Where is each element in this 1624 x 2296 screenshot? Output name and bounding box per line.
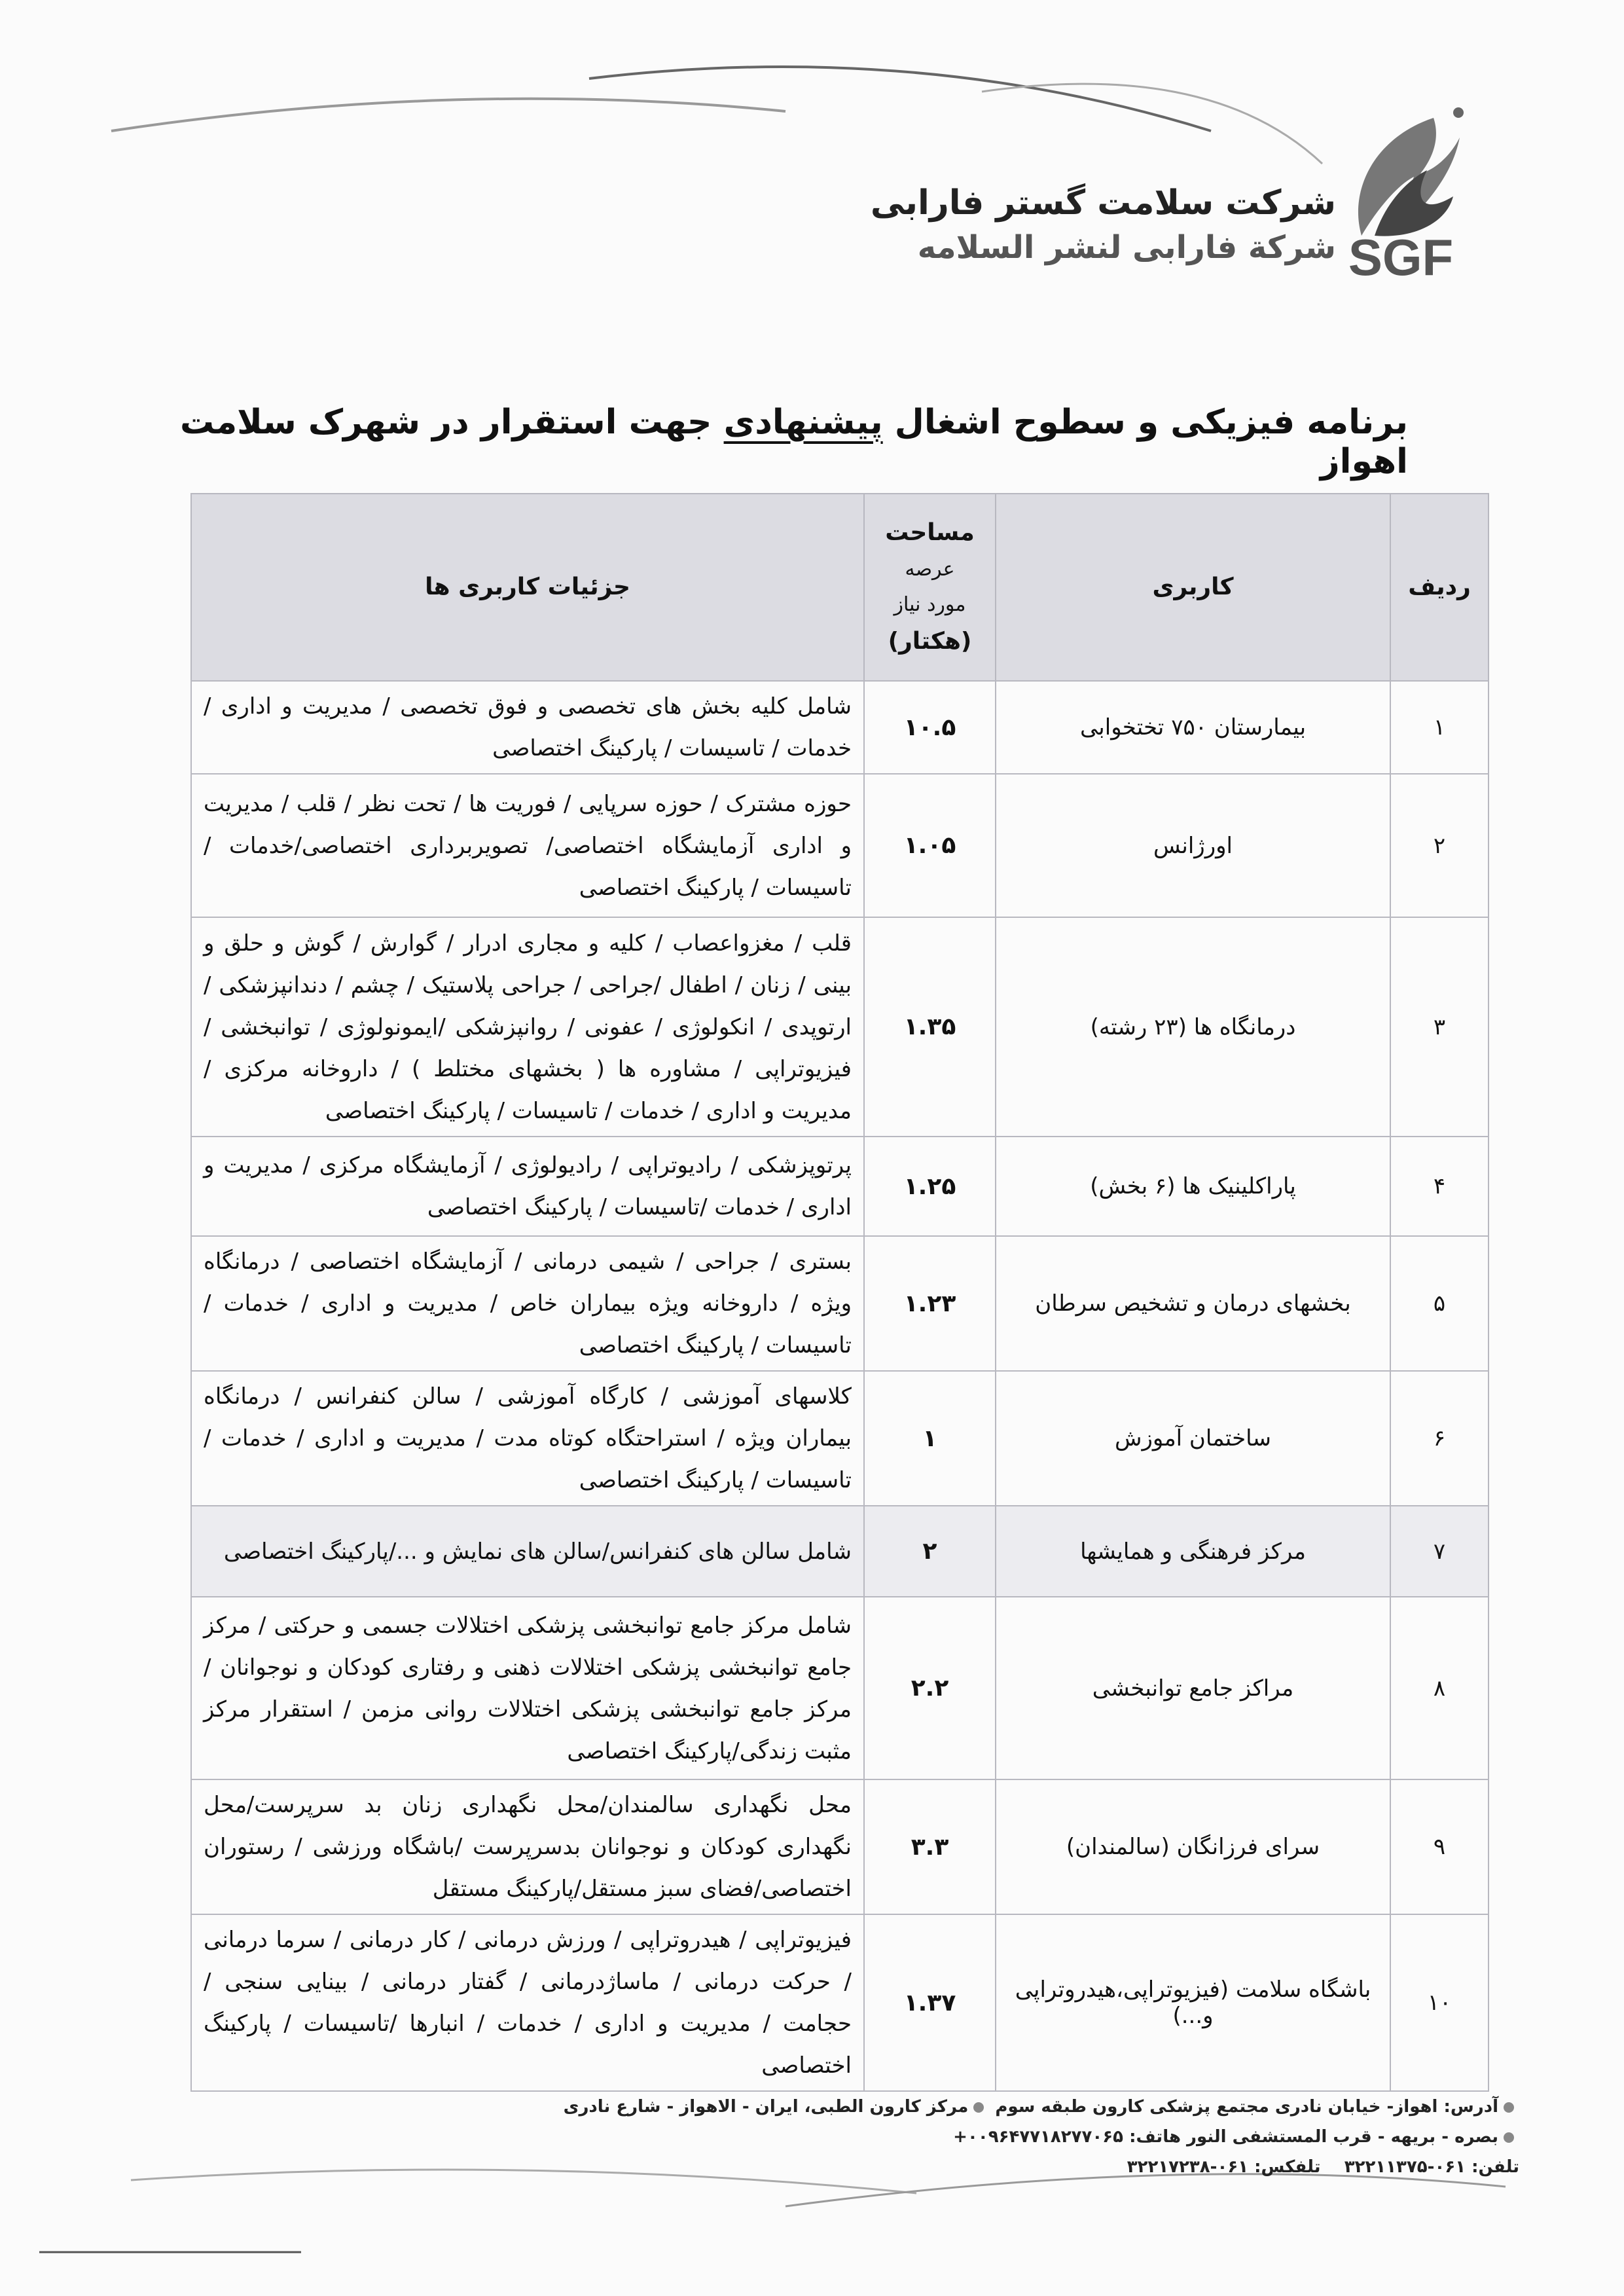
title-part-2: جهت استقرار در شهرک سلامت اهواز xyxy=(179,403,1408,481)
usage-cell: سرای فرزانگان (سالمندان) xyxy=(996,1779,1390,1914)
row-number-cell: ۲ xyxy=(1390,774,1489,917)
table-row xyxy=(191,1506,1489,1597)
table-row xyxy=(191,1597,1489,1779)
usage-cell: اورژانس xyxy=(996,774,1390,917)
usage-cell: مرکز فرهنگی و همایشها xyxy=(996,1506,1390,1597)
fax-number: تلفکس: ۰۶۱-۳۲۲۱۷۲۳۸ xyxy=(1127,2157,1321,2177)
details-cell: قلب / مغزواعصاب / کلیه و مجاری ادرار / گوارش / گوش و حلق و بینی / زنان / اطفال /جراحی / جراحی پلاستیک / چشم / دندانپزشکی / ارتوپدی / انکولوژی / عفونی / روانپزشکی /ایمونولوژی / توانبخشی / فیزیوتراپی / مشاوره ها ( بخشهای مختلط ) / داروخانه مرکزی / مدیریت و اداری / خدمات / تاسیسات / پارکینگ اختصاصی xyxy=(191,917,864,1137)
area-cell: ۲ xyxy=(864,1506,996,1597)
row-number-cell: ۱۰ xyxy=(1390,1914,1489,2091)
details-cell: کلاسهای آموزشی / کارگاه آموزشی / سالن کنفرانس / درمانگاه بیماران ویژه / استراحتگاه کوتاه مدت / مدیریت و اداری / خدمات / تاسیسات / پارکینگ اختصاصی xyxy=(191,1371,864,1506)
details-cell: شامل سالن های کنفرانس/سالن های نمایش و .../پارکینگ اختصاصی xyxy=(191,1506,864,1597)
bullet-icon xyxy=(973,2102,984,2113)
row-number-cell: ۴ xyxy=(1390,1137,1489,1236)
area-cell: ۱.۳۷ xyxy=(864,1914,996,2091)
details-cell: بستری / جراحی / شیمی درمانی / آزمایشگاه اختصاصی / درمانگاه ویژه / داروخانه ویژه بیماران خاص / مدیریت و اداری / خدمات / تاسیسات / پارکینگ اختصاصی xyxy=(191,1236,864,1371)
table-row xyxy=(191,681,1489,774)
table-row xyxy=(191,917,1489,1137)
address-persian: آدرس: اهواز- خیابان نادری مجتمع پزشکی کارون طبقه سوم xyxy=(995,2097,1498,2117)
bullet-icon xyxy=(1504,2132,1514,2143)
details-cell: فیزیوتراپی / هیدروتراپی / ورزش درمانی / کار درمانی / سرما درمانی / حرکت درمانی / ماساژدرمانی / گفتار درمانی / بینایی سنجی / حجامت / مدیریت و اداری / خدمات / انبارها /تاسیسات / پارکینگ اختصاصی xyxy=(191,1914,864,2091)
area-cell: ۱.۳۵ xyxy=(864,917,996,1137)
table-row xyxy=(191,1236,1489,1371)
address-basra: بصره - بریهه - قرب المستشفی النور هاتف: ۰۰۹۶۴۷۷۱۸۲۷۷۰۶۵+ xyxy=(953,2127,1498,2147)
header-row-number: ردیف xyxy=(1390,494,1489,681)
table-row xyxy=(191,1371,1489,1506)
row-number-cell: ۳ xyxy=(1390,917,1489,1137)
table-row xyxy=(191,1914,1489,2091)
area-cell: ۱.۲۳ xyxy=(864,1236,996,1371)
bullet-icon xyxy=(1504,2102,1514,2113)
header-usage: کاربری xyxy=(996,494,1390,681)
details-cell: شامل کلیه بخش های تخصصی و فوق تخصصی / مدیریت و اداری /خدمات / تاسیسات / پارکینگ اختصاصی xyxy=(191,681,864,774)
area-cell: ۳.۳ xyxy=(864,1779,996,1914)
usage-cell: بیمارستان ۷۵۰ تختخوابی xyxy=(996,681,1390,774)
company-logo xyxy=(1335,98,1466,288)
details-cell: حوزه مشترک / حوزه سرپایی / فوریت ها / تحت نظر / قلب / مدیریت و اداری آزمایشگاه اختصاصی/ تصویربرداری اختصاصی/خدمات /تاسیسات / پارکینگ اختصاصی xyxy=(191,774,864,917)
details-cell: پرتوپزشکی / رادیوتراپی / رادیولوژی / آزمایشگاه مرکزی / مدیریت و اداری / خدمات /تاسیسات / پارکینگ اختصاصی xyxy=(191,1137,864,1236)
page-title xyxy=(131,403,1408,481)
details-cell: شامل مرکز جامع توانبخشی پزشکی اختلالات جسمی و حرکتی / مرکز جامع توانبخشی پزشکی اختلالات ذهنی و رفتاری کودکان و نوجوانان / مرکز جامع توانبخشی پزشکی اختلالات روانی مزمن / استقرار مرکز مثبت زندگی/پارکینگ اختصاصی xyxy=(191,1597,864,1779)
area-cell: ۲.۲ xyxy=(864,1597,996,1779)
row-number-cell: ۱ xyxy=(1390,681,1489,774)
details-cell: محل نگهداری سالمندان/محل نگهداری زنان بد سرپرست/محل نگهداری کودکان و نوجوانان بدسرپرست /باشگاه ورزشی / رستوران اختصاصی/فضای سبز مستقل/پارکینگ مستقل xyxy=(191,1779,864,1914)
company-name-persian: شرکت سلامت گستر فارابی xyxy=(870,183,1336,223)
address-arabic: مرکز کارون الطبی، ایران - الاهواز - شارع نادری xyxy=(563,2097,969,2117)
usage-cell: باشگاه سلامت (فیزیوتراپی،هیدروتراپی و...) xyxy=(996,1914,1390,2091)
table-header-row xyxy=(191,494,1489,681)
area-cell: ۱.۰۵ xyxy=(864,774,996,917)
company-name-arabic: شرکة فارابی لنشر السلامه xyxy=(917,229,1336,266)
header-details: جزئیات کاربری ها xyxy=(191,494,864,681)
usage-cell: درمانگاه ها (۲۳ رشته) xyxy=(996,917,1390,1137)
area-cell: ۱.۲۵ xyxy=(864,1137,996,1236)
title-underlined-word: پیشنهادی xyxy=(723,403,883,442)
phone-number: تلفن: ۰۶۱-۳۲۲۱۱۳۷۵ xyxy=(1344,2157,1519,2177)
table-row xyxy=(191,1779,1489,1914)
row-number-cell: ۷ xyxy=(1390,1506,1489,1597)
area-cell: ۱۰.۵ xyxy=(864,681,996,774)
usage-cell: بخشهای درمان و تشخیص سرطان xyxy=(996,1236,1390,1371)
title-part-1: برنامه فیزیکی و سطوح اشغال xyxy=(882,403,1408,442)
row-number-cell: ۶ xyxy=(1390,1371,1489,1506)
usage-cell: مراکز جامع توانبخشی xyxy=(996,1597,1390,1779)
footer-address xyxy=(65,2092,1519,2182)
area-cell: ۱ xyxy=(864,1371,996,1506)
flame-logo-icon xyxy=(1335,98,1466,288)
footer-line-2 xyxy=(65,2152,1519,2182)
table-row xyxy=(191,1137,1489,1236)
usage-cell: ساختمان آموزش xyxy=(996,1371,1390,1506)
table-row xyxy=(191,774,1489,917)
footer-line-1 xyxy=(65,2092,1519,2152)
svg-text:SGF: SGF xyxy=(1348,228,1454,286)
row-number-cell: ۹ xyxy=(1390,1779,1489,1914)
row-number-cell: ۵ xyxy=(1390,1236,1489,1371)
usage-cell: پاراکلینیک ها (۶ بخش) xyxy=(996,1137,1390,1236)
row-number-cell: ۸ xyxy=(1390,1597,1489,1779)
land-use-table xyxy=(190,493,1489,2092)
header-area: مساحت عرصه مورد نیاز (هکتار) xyxy=(864,494,996,681)
